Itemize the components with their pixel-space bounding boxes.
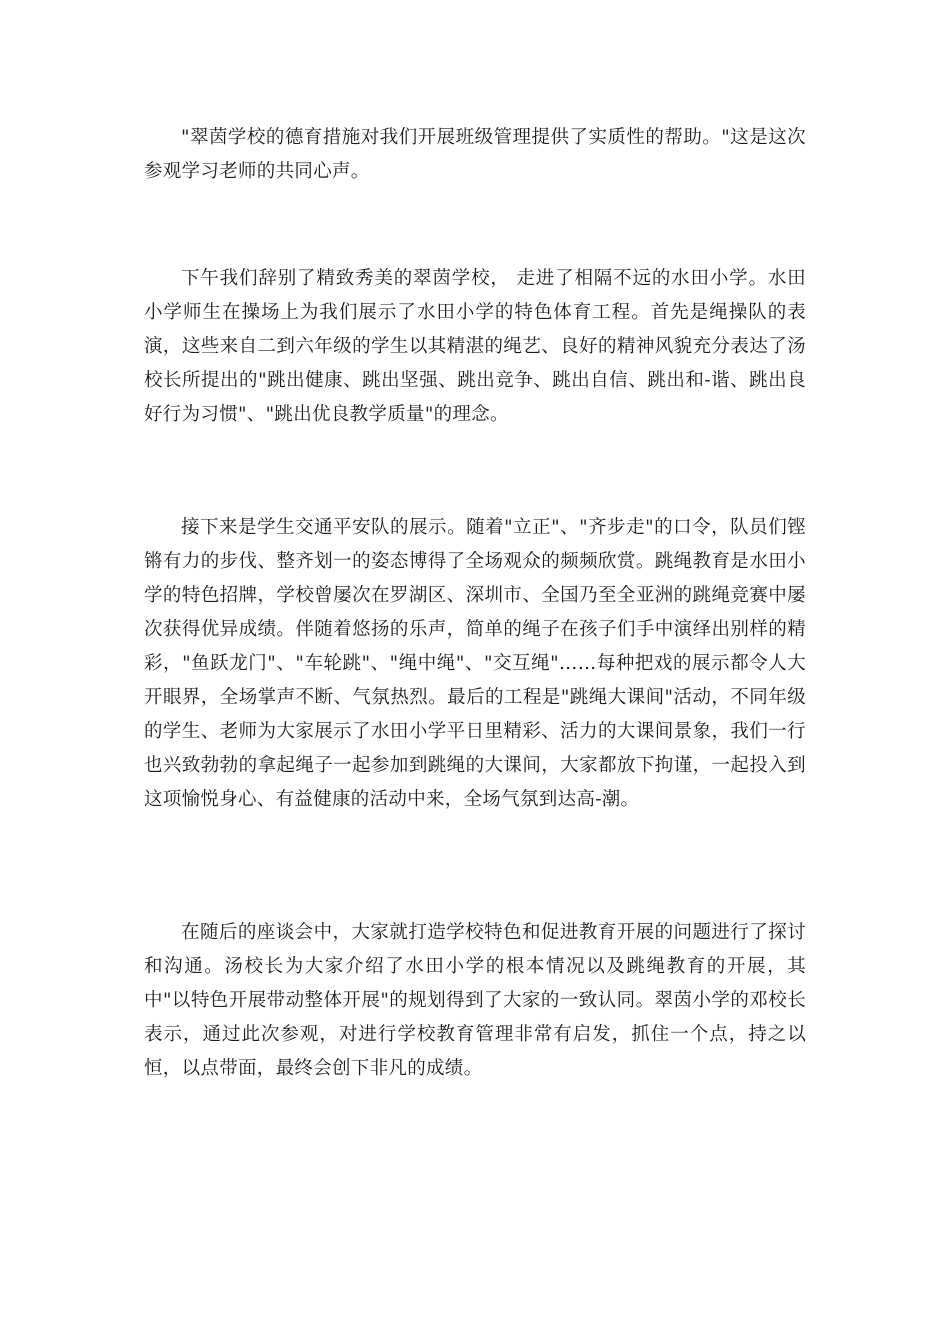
paragraph-1: "翠茵学校的德育措施对我们开展班级管理提供了实质性的帮助。"这是这次参观学习老师的共同心声。 (144, 127, 806, 182)
paragraph-3: 接下来是学生交通平安队的展示。随着"立正"、"齐步走"的口令，队员们铿锵有力的步伐、整齐划一的姿态博得了全场观众的频频欣赏。跳绳教育是水田小学的特色招牌，学校曾屡次在罗湖区、深圳市、全国乃至全亚洲的跳绳竞赛中屡次获得优异成绩。伴随着悠扬的乐声，简单的绳子在孩子们手中演绎出别样的精彩，"鱼跃龙门"、"车轮跳"、"绳中绳"、"交互绳"……每种把戏的展示都令人大开眼界，全场掌声不断、气氛热烈。最后的工程是"跳绳大课间"活动，不同年级的学生、老师为大家展示了水田小学平日里精彩、活力的大课间景象，我们一行也兴致勃勃的拿起绳子一起参加到跳绳的大课间，大家都放下拘谨，一起投入到这项愉悦身心、有益健康的活动中来，全场气氛到达高-潮。 (144, 517, 806, 810)
paragraph-2: 下午我们辞别了精致秀美的翠茵学校， 走进了相隔不远的水田小学。水田小学师生在操场上为我们展示了水田小学的特色体育工程。首先是绳操队的表演，这些来自二到六年级的学生以其精湛的绳艺、良好的精神风貌充分表达了汤校长所提出的"跳出健康、跳出坚强、跳出竞争、跳出自信、跳出和-谐、跳出良好行为习惯"、"跳出优良教学质量"的理念。 (144, 268, 806, 425)
paragraph-4: 在随后的座谈会中，大家就打造学校特色和促进教育开展的问题进行了探讨和沟通。汤校长为大家介绍了水田小学的根本情况以及跳绳教育的开展，其中"以特色开展带动整体开展"的规划得到了大家的一致认同。翠茵小学的邓校长表示，通过此次参观，对进行学校教育管理非常有启发，抓住一个点，持之以恒，以点带面，最终会创下非凡的成绩。 (144, 922, 806, 1079)
